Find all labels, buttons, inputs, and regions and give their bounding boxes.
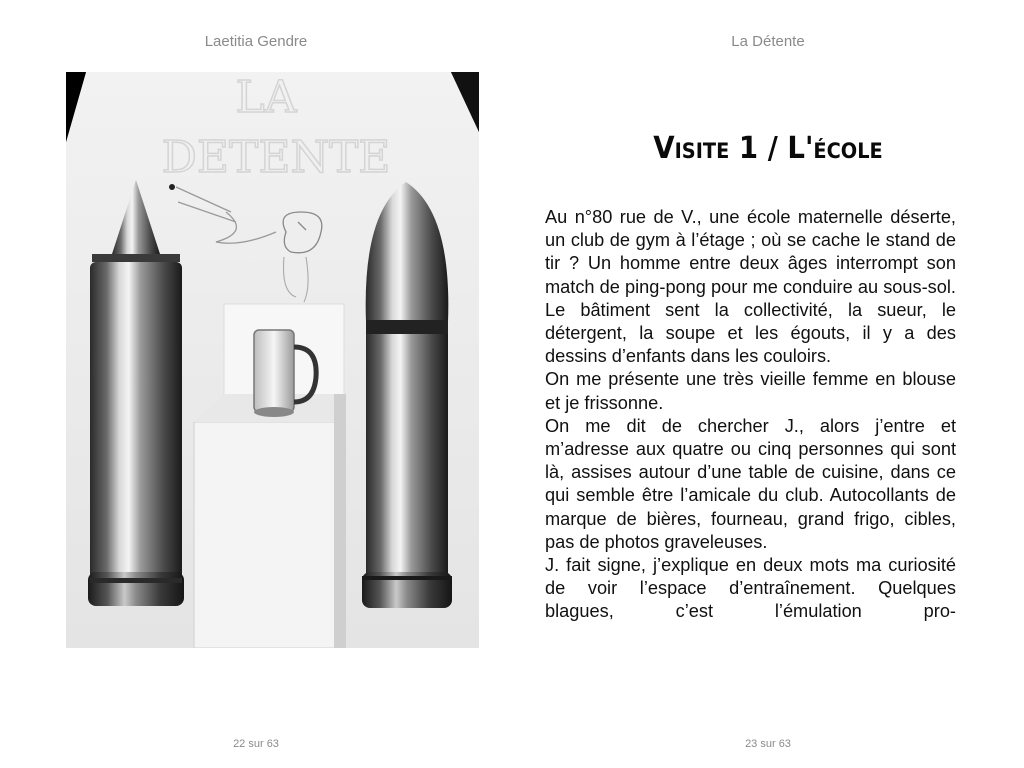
illustration-bullets-drawing	[66, 72, 479, 648]
running-head-author	[0, 33, 512, 50]
sign-lettering-bottom: DETENTE	[161, 132, 391, 183]
right-page	[512, 0, 1024, 768]
paragraph: On me dit de chercher J., alors j’entre et m’adresse aux quatre ou cinq personnes qui sont là, assises autour d’une table de cuisine, dans ce qui semble être l’amicale du club. Autocollants de marque de bières, fourneau, grand frigo, cibles, pas de photos graveleuses.	[545, 415, 956, 552]
page-number-right: 23 sur 63	[745, 738, 791, 750]
sign-lettering-top: LA	[235, 72, 297, 123]
paragraph: On me présente une très vieille femme en blouse et je frissonne.	[545, 369, 956, 413]
author-name: Laetitia Gendre	[204, 33, 308, 50]
page-number-left: 22 sur 63	[233, 738, 279, 750]
paragraph: J. fait signe, j’explique en deux mots ma curiosité de voir l’espace d’entraînement. Quelques blagues, c’est l’émulation pro-	[545, 555, 956, 622]
running-head-title: La Détente	[731, 33, 805, 50]
body-text	[545, 206, 956, 624]
paragraph: Au n°80 rue de V., une école maternelle déserte, un club de gym à l’étage ; où se cache le stand de tir ? Un homme entre deux âges interrompt son match de ping-pong pour me conduire au sous-sol. Le bâtiment sent la collectivité, la sueur, le détergent, la soupe et les égouts, il y a des dessins d’enfants dans les couloirs.	[545, 207, 956, 367]
chapter-title: Visite 1 / L'école	[653, 131, 883, 166]
